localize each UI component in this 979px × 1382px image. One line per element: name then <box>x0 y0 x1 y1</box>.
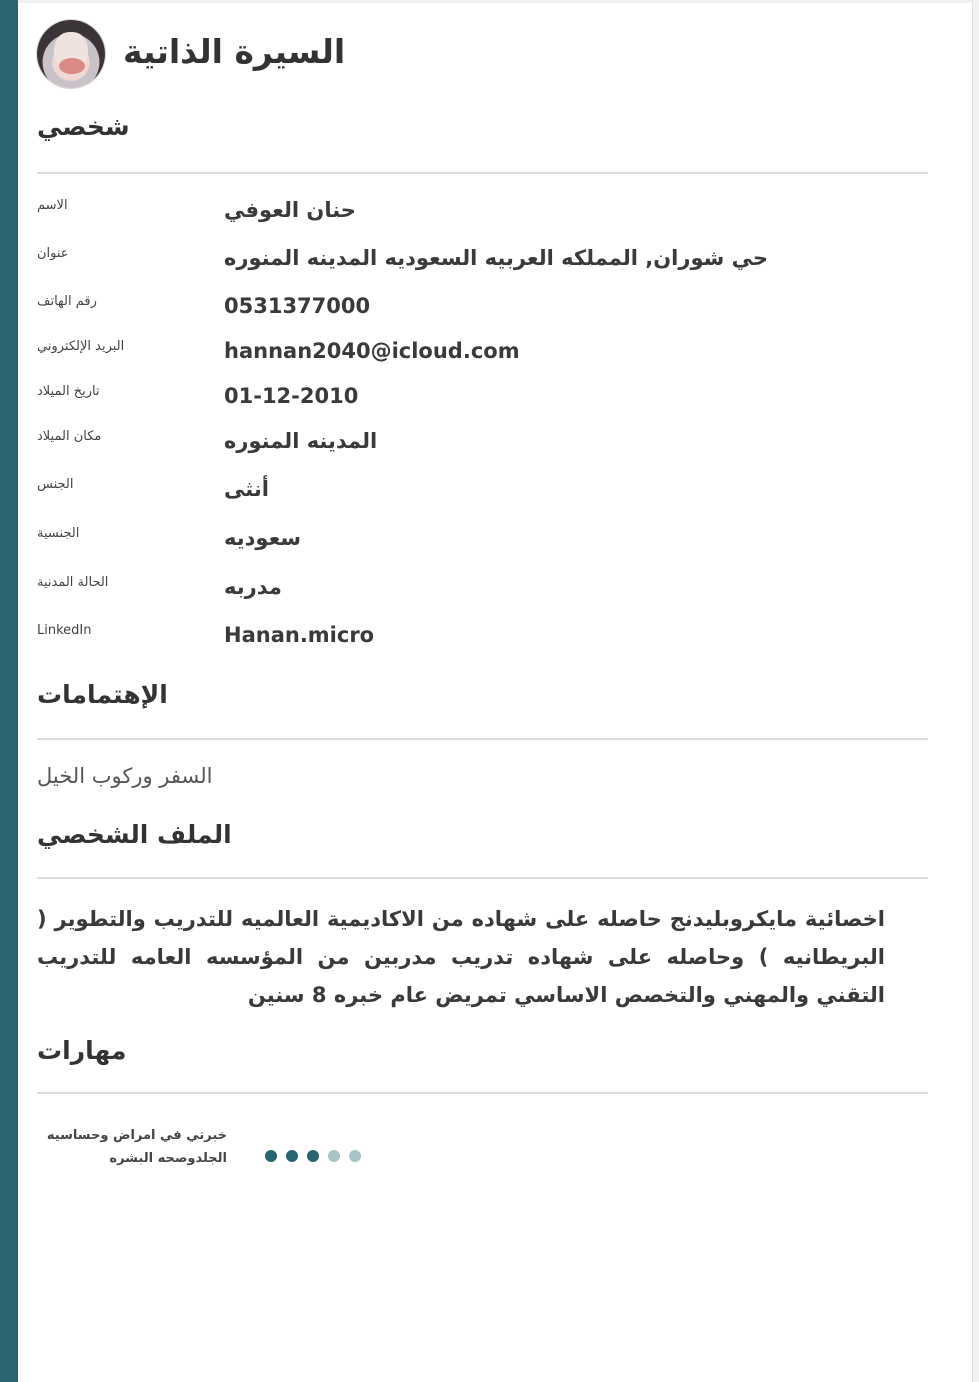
accent-sidebar <box>0 0 18 1382</box>
field-label: LinkedIn <box>37 623 92 638</box>
resume-header <box>37 20 928 92</box>
field-value: مدربه <box>224 575 282 599</box>
interests-text: السفر وركوب الخيل <box>37 764 213 788</box>
section-title-profile: الملف الشخصي <box>37 820 232 849</box>
section-divider <box>37 738 928 740</box>
field-value: 0531377000 <box>224 294 371 318</box>
field-value: سعوديه <box>224 526 302 550</box>
avatar-detail <box>59 58 85 74</box>
skill-dot-filled <box>286 1150 298 1162</box>
personal-row-gender <box>37 477 928 521</box>
personal-row-birthdate <box>37 384 928 428</box>
field-value: Hanan.micro <box>224 623 375 647</box>
personal-row-marital-status <box>37 575 928 619</box>
field-label: الجنسية <box>37 526 80 541</box>
field-label: عنوان <box>37 246 69 261</box>
profile-summary: اخصائية مايكروبليدنج حاصله على شهاده من الاكاديمية العالميه للتدريب والتطوير ( البريطانيه ) وحاصله على شهاده تدريب مدربين من المؤسسه العامه للتدريب التقني والمهني والتخصص الاساسي تمريض عام خبره 8 سنين <box>37 907 885 1007</box>
section-title-personal: شخصي <box>37 112 130 141</box>
section-divider <box>37 172 928 174</box>
skill-dot-empty <box>349 1150 361 1162</box>
section-title-interests: الإهتمامات <box>37 680 168 709</box>
skill-dot-filled <box>307 1150 319 1162</box>
field-value: المدينه المنوره <box>224 429 378 453</box>
skill-dot-empty <box>328 1150 340 1162</box>
field-label: رقم الهاتف <box>37 294 97 309</box>
skill-name: خبرتي في امراض وحساسيه الجلدوصحه البشره <box>46 1128 227 1166</box>
field-label: الاسم <box>37 198 68 213</box>
section-title-skills: مهارات <box>37 1036 127 1065</box>
field-value: أنثى <box>224 477 269 501</box>
page-right-edge <box>972 0 979 1382</box>
field-value: حنان العوفي <box>224 198 356 222</box>
page-top-edge <box>18 0 979 3</box>
personal-row-birthplace <box>37 429 928 473</box>
page-title: السيرة الذاتية <box>123 32 346 71</box>
personal-row-email <box>37 339 928 383</box>
avatar <box>37 20 105 88</box>
section-divider <box>37 877 928 879</box>
field-value: 01-12-2010 <box>224 384 359 408</box>
field-label: الجنس <box>37 477 74 492</box>
field-label: مكان الميلاد <box>37 429 102 444</box>
field-value: hannan2040@icloud.com <box>224 339 520 363</box>
field-label: الحالة المدنية <box>37 575 109 590</box>
personal-row-phone <box>37 294 928 338</box>
field-label: البريد الإلكتروني <box>37 339 125 354</box>
section-divider <box>37 1092 928 1094</box>
personal-row-linkedin <box>37 623 928 667</box>
personal-row-name <box>37 198 928 242</box>
skill-level-rating <box>265 1150 361 1162</box>
personal-row-nationality <box>37 526 928 570</box>
skill-dot-filled <box>265 1150 277 1162</box>
personal-row-address <box>37 246 928 290</box>
field-value: حي شوران, المملكه العربيه السعوديه المدينه المنوره <box>224 246 768 270</box>
field-label: تاريخ الميلاد <box>37 384 100 399</box>
